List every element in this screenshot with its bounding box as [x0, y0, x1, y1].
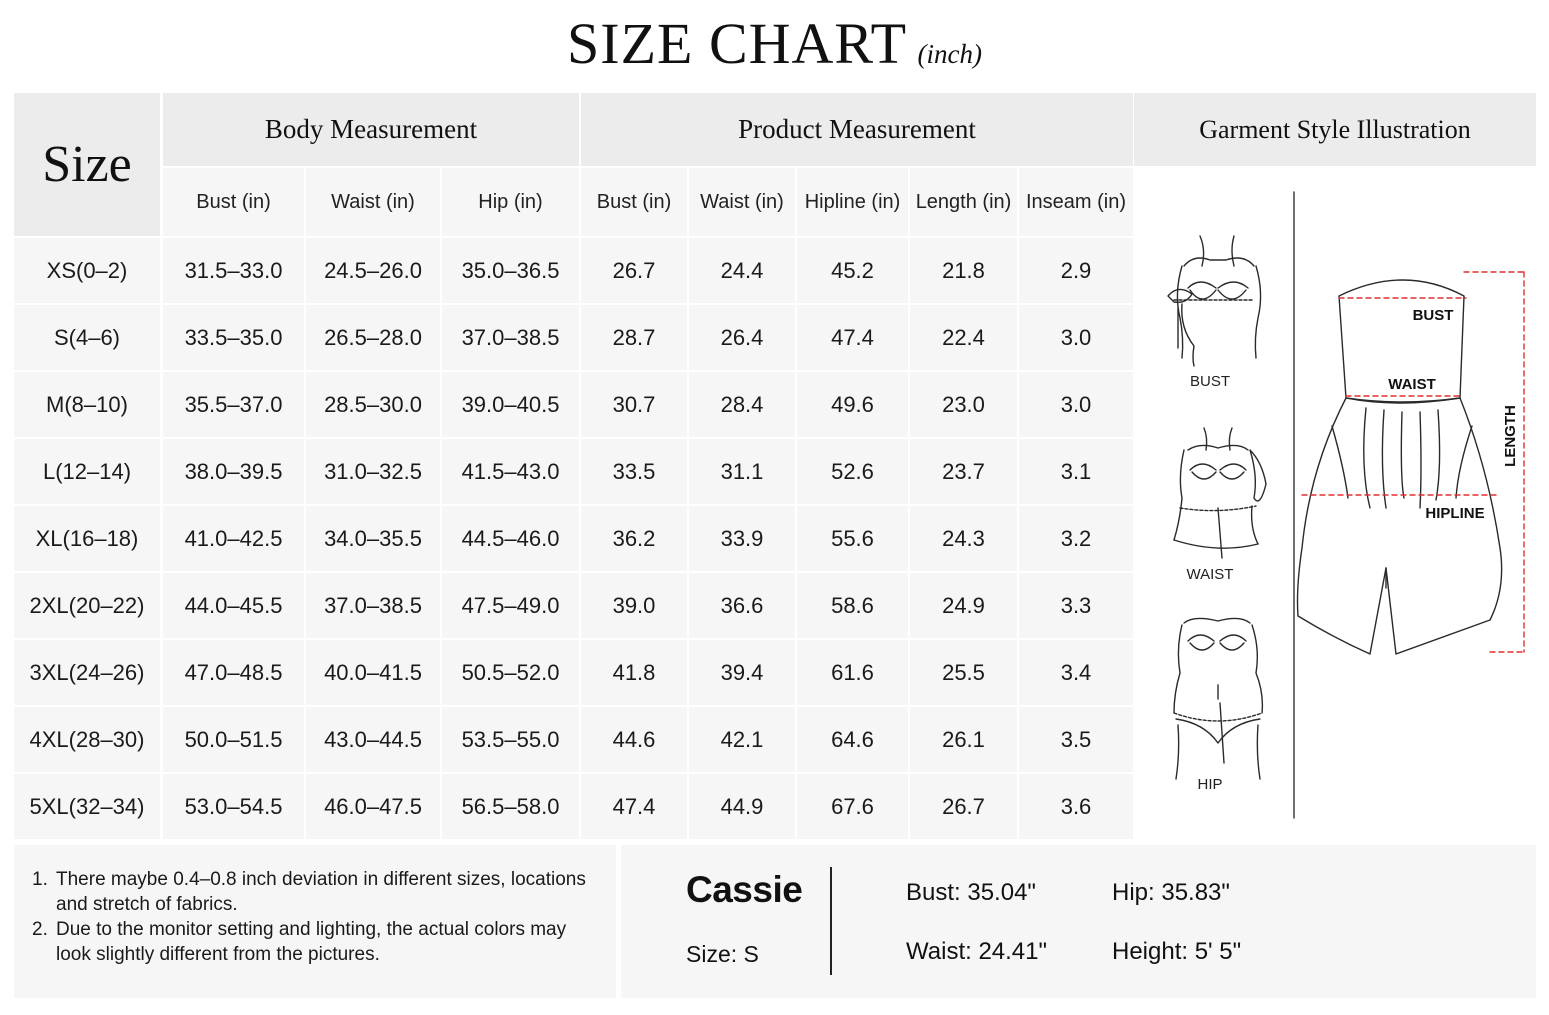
table-cell: 3.0	[1019, 372, 1133, 437]
size-column-header: Size	[14, 93, 160, 236]
table-cell: 53.5–55.0	[442, 707, 579, 772]
table-cell: 53.0–54.5	[163, 774, 304, 839]
table-cell: 42.1	[689, 707, 795, 772]
size-label-cell: 4XL(28–30)	[14, 707, 160, 772]
hip-figure-label: HIP	[1197, 776, 1223, 793]
table-cell: 22.4	[910, 305, 1017, 370]
model-name: Cassie	[686, 869, 803, 910]
table-cell: 26.4	[689, 305, 795, 370]
model-size: Size: S	[686, 941, 759, 967]
table-cell: 3.5	[1019, 707, 1133, 772]
table-cell: 39.4	[689, 640, 795, 705]
table-cell: 25.5	[910, 640, 1017, 705]
table-cell: 3.1	[1019, 439, 1133, 504]
table-cell: 21.8	[910, 238, 1017, 303]
column-header: Hip (in)	[442, 168, 579, 236]
table-cell: 61.6	[797, 640, 908, 705]
size-label-cell: S(4–6)	[14, 305, 160, 370]
table-cell: 23.7	[910, 439, 1017, 504]
table-cell: 35.0–36.5	[442, 238, 579, 303]
model-divider	[830, 867, 832, 975]
garment-hipline-label: HIPLINE	[1425, 505, 1485, 522]
product-measurement-header: Product Measurement	[581, 93, 1133, 166]
table-cell: 34.0–35.5	[306, 506, 440, 571]
table-cell: 45.2	[797, 238, 908, 303]
table-cell: 36.6	[689, 573, 795, 638]
table-cell: 64.6	[797, 707, 908, 772]
table-cell: 47.0–48.5	[163, 640, 304, 705]
table-cell: 31.5–33.0	[163, 238, 304, 303]
table-cell: 35.5–37.0	[163, 372, 304, 437]
column-header: Length (in)	[910, 168, 1017, 236]
table-cell: 44.0–45.5	[163, 573, 304, 638]
table-cell: 28.7	[581, 305, 687, 370]
table-cell: 43.0–44.5	[306, 707, 440, 772]
hip-figure-icon	[1174, 618, 1262, 779]
measure-lines	[1302, 272, 1524, 652]
romper-garment-icon	[1298, 280, 1502, 654]
size-label-cell: 2XL(20–22)	[14, 573, 160, 638]
table-cell: 30.7	[581, 372, 687, 437]
column-header: Inseam (in)	[1019, 168, 1133, 236]
table-cell: 26.1	[910, 707, 1017, 772]
table-cell: 44.9	[689, 774, 795, 839]
table-cell: 55.6	[797, 506, 908, 571]
note-item	[32, 917, 596, 967]
size-label-cell: XL(16–18)	[14, 506, 160, 571]
table-cell: 3.4	[1019, 640, 1133, 705]
table-cell: 31.1	[689, 439, 795, 504]
body-measurement-header: Body Measurement	[163, 93, 579, 166]
garment-bust-label: BUST	[1412, 307, 1454, 324]
table-cell: 26.7	[581, 238, 687, 303]
illustration-svg	[1134, 168, 1536, 840]
column-header: Waist (in)	[689, 168, 795, 236]
waist-figure-icon	[1174, 428, 1266, 558]
model-info-panel	[621, 845, 1536, 998]
table-cell: 23.0	[910, 372, 1017, 437]
table-cell: 37.0–38.5	[442, 305, 579, 370]
table-cell: 39.0–40.5	[442, 372, 579, 437]
size-label-cell: L(12–14)	[14, 439, 160, 504]
note-number: 1.	[32, 869, 48, 890]
column-header: Hipline (in)	[797, 168, 908, 236]
model-bust: Bust: 35.04"	[906, 879, 1036, 906]
note-text: There maybe 0.4–0.8 inch deviation in different sizes, locations and stretch of fabrics.	[56, 869, 586, 915]
table-cell: 47.4	[797, 305, 908, 370]
table-cell: 40.0–41.5	[306, 640, 440, 705]
table-cell: 44.5–46.0	[442, 506, 579, 571]
table-cell: 3.6	[1019, 774, 1133, 839]
table-cell: 26.7	[910, 774, 1017, 839]
bust-figure-icon	[1168, 236, 1261, 366]
garment-length-label: LENGTH	[1502, 405, 1519, 467]
page-title	[0, 10, 1549, 77]
table-cell: 24.5–26.0	[306, 238, 440, 303]
title-main: SIZE CHART	[567, 11, 908, 76]
table-cell: 50.5–52.0	[442, 640, 579, 705]
table-cell: 41.0–42.5	[163, 506, 304, 571]
size-label-cell: XS(0–2)	[14, 238, 160, 303]
table-cell: 52.6	[797, 439, 908, 504]
table-cell: 33.5–35.0	[163, 305, 304, 370]
table-cell: 24.3	[910, 506, 1017, 571]
table-cell: 28.4	[689, 372, 795, 437]
table-cell: 36.2	[581, 506, 687, 571]
table-cell: 2.9	[1019, 238, 1133, 303]
illustration-header: Garment Style Illustration	[1134, 93, 1536, 166]
size-label-cell: M(8–10)	[14, 372, 160, 437]
table-cell: 3.0	[1019, 305, 1133, 370]
table-cell: 58.6	[797, 573, 908, 638]
model-hip: Hip: 35.83"	[1112, 879, 1230, 906]
size-label-cell: 3XL(24–26)	[14, 640, 160, 705]
model-waist: Waist: 24.41"	[906, 938, 1048, 965]
note-text: Due to the monitor setting and lighting, the actual colors may look slightly different from the pictures.	[56, 919, 567, 965]
column-header: Waist (in)	[306, 168, 440, 236]
size-label-cell: 5XL(32–34)	[14, 774, 160, 839]
table-cell: 3.2	[1019, 506, 1133, 571]
bust-figure-label: BUST	[1189, 373, 1231, 390]
column-header: Bust (in)	[163, 168, 304, 236]
table-cell: 41.8	[581, 640, 687, 705]
table-cell: 49.6	[797, 372, 908, 437]
column-header: Bust (in)	[581, 168, 687, 236]
table-cell: 39.0	[581, 573, 687, 638]
table-cell: 56.5–58.0	[442, 774, 579, 839]
model-height: Height: 5' 5"	[1112, 938, 1242, 965]
table-cell: 50.0–51.5	[163, 707, 304, 772]
note-item	[32, 867, 596, 917]
table-cell: 28.5–30.0	[306, 372, 440, 437]
table-cell: 31.0–32.5	[306, 439, 440, 504]
table-cell: 41.5–43.0	[442, 439, 579, 504]
table-cell: 67.6	[797, 774, 908, 839]
waist-figure-label: WAIST	[1186, 566, 1234, 583]
table-cell: 24.4	[689, 238, 795, 303]
table-cell: 26.5–28.0	[306, 305, 440, 370]
table-cell: 44.6	[581, 707, 687, 772]
table-cell: 33.9	[689, 506, 795, 571]
title-unit: (inch)	[917, 39, 982, 69]
note-number: 2.	[32, 919, 48, 940]
table-cell: 47.4	[581, 774, 687, 839]
table-cell: 24.9	[910, 573, 1017, 638]
table-cell: 47.5–49.0	[442, 573, 579, 638]
table-cell: 33.5	[581, 439, 687, 504]
notes-panel	[14, 845, 616, 998]
table-cell: 37.0–38.5	[306, 573, 440, 638]
table-cell: 46.0–47.5	[306, 774, 440, 839]
illustration-panel	[1134, 168, 1536, 840]
table-cell: 38.0–39.5	[163, 439, 304, 504]
garment-waist-label: WAIST	[1388, 376, 1436, 393]
table-cell: 3.3	[1019, 573, 1133, 638]
